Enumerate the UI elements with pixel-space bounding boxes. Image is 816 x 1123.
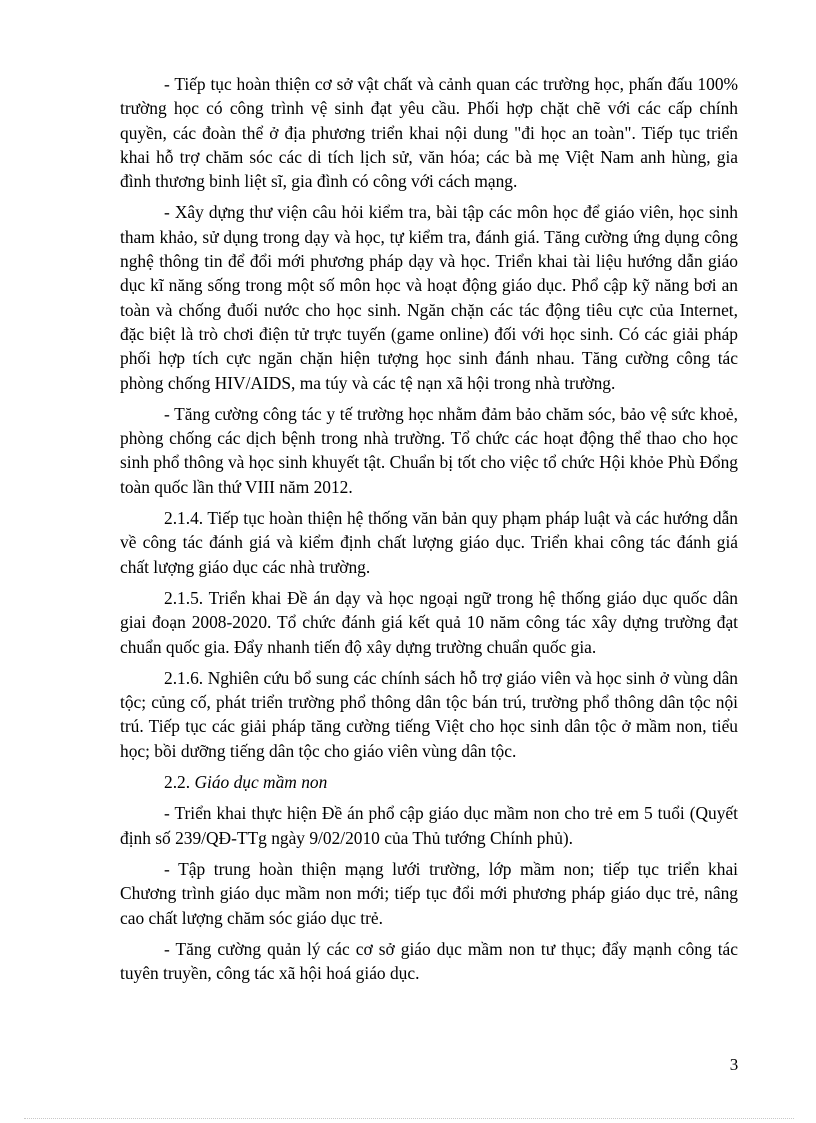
paragraph-preschool-private: - Tăng cường quản lý các cơ sở giáo dục mầm non tư thục; đẩy mạnh công tác tuyên truyền, công tác xã hội hoá giáo dục.	[120, 938, 738, 984]
page-number: 3	[729, 1055, 739, 1074]
section-title: Giáo dục mầm non	[194, 772, 328, 793]
paragraph-2-1-4: 2.1.4. Tiếp tục hoàn thiện hệ thống văn bản quy phạm pháp luật và các hướng dẫn về công tác đánh giá và kiểm định chất lượng giáo dục. Triển khai công tác đánh giá chất lượng giáo dục các nhà trường.	[120, 508, 738, 577]
section-heading	[120, 770, 738, 794]
page-bottom-divider	[24, 1118, 794, 1119]
paragraph-preschool-network: - Tập trung hoàn thiện mạng lưới trường, lớp mầm non; tiếp tục triển khai Chương trình giáo dục mầm non mới; tiếp tục đổi mới phương pháp giáo dục trẻ, nâng cao chất lượng chăm sóc giáo dục trẻ.	[120, 858, 738, 928]
paragraph-preschool-universal: - Triển khai thực hiện Đề án phổ cập giáo dục mầm non cho trẻ em 5 tuổi (Quyết định số 239/QĐ-TTg ngày 9/02/2010 của Thủ tướng Chính phủ).	[120, 803, 738, 848]
paragraph-2-1-6: 2.1.6. Nghiên cứu bổ sung các chính sách hỗ trợ giáo viên và học sinh ở vùng dân tộc; củng cố, phát triển trường phổ thông dân tộc bán trú, trường phổ thông dân tộc nội trú. Tiếp tục các giải pháp tăng cường tiếng Việt cho học sinh dân tộc ở mầm non, tiểu học; bồi dưỡng tiếng dân tộc cho giáo viên vùng dân tộc.	[120, 667, 738, 761]
paragraph-question-library: - Xây dựng thư viện câu hỏi kiểm tra, bài tập các môn học để giáo viên, học sinh tham khảo, sử dụng trong dạy và học, tự kiểm tra, đánh giá. Tăng cường ứng dụng công nghệ thông tin để đổi mới phương pháp dạy và học. Triển khai tài liệu hướng dẫn giáo dục kĩ năng sống trong một số môn học và hoạt động giáo dục. Phổ cập kỹ năng bơi an toàn và chống đuối nước cho học sinh. Ngăn chặn các tác động tiêu cực của Internet, đặc biệt là trò chơi điện tử trực tuyến (game online) đối với học sinh. Có các giải pháp phối hợp tích cực ngăn chặn hiện tượng học sinh đánh nhau. Tăng cường công tác phòng chống HIV/AIDS, ma túy và các tệ nạn xã hội trong nhà trường.	[120, 202, 738, 393]
paragraph-facilities: - Tiếp tục hoàn thiện cơ sở vật chất và cảnh quan các trường học, phấn đấu 100% trường học có công trình vệ sinh đạt yêu cầu. Phối hợp chặt chẽ với các cấp chính quyền, các đoàn thể ở địa phương triển khai nội dung "đi học an toàn". Tiếp tục triển khai hỗ trợ chăm sóc các di tích lịch sử, văn hóa; các bà mẹ Việt Nam anh hùng, gia đình thương binh liệt sĩ, gia đình có công với cách mạng.	[120, 74, 738, 192]
page-body	[120, 72, 738, 992]
paragraph-2-1-5: 2.1.5. Triển khai Đề án dạy và học ngoại ngữ trong hệ thống giáo dục quốc dân giai đoạn 2008-2020. Tổ chức đánh giá kết quả 10 năm công tác xây dựng trường đạt chuẩn quốc gia. Đẩy nhanh tiến độ xây dựng trường chuẩn quốc gia.	[120, 587, 738, 657]
section-number: 2.2.	[164, 772, 191, 793]
paragraph-school-health: - Tăng cường công tác y tế trường học nhằm đảm bảo chăm sóc, bảo vệ sức khoẻ, phòng chống các dịch bệnh trong nhà trường. Tổ chức các hoạt động thể thao cho học sinh phổ thông và học sinh khuyết tật. Chuẩn bị tốt cho việc tổ chức Hội khỏe Phù Đổng toàn quốc lần thứ VIII năm 2012.	[120, 403, 738, 497]
